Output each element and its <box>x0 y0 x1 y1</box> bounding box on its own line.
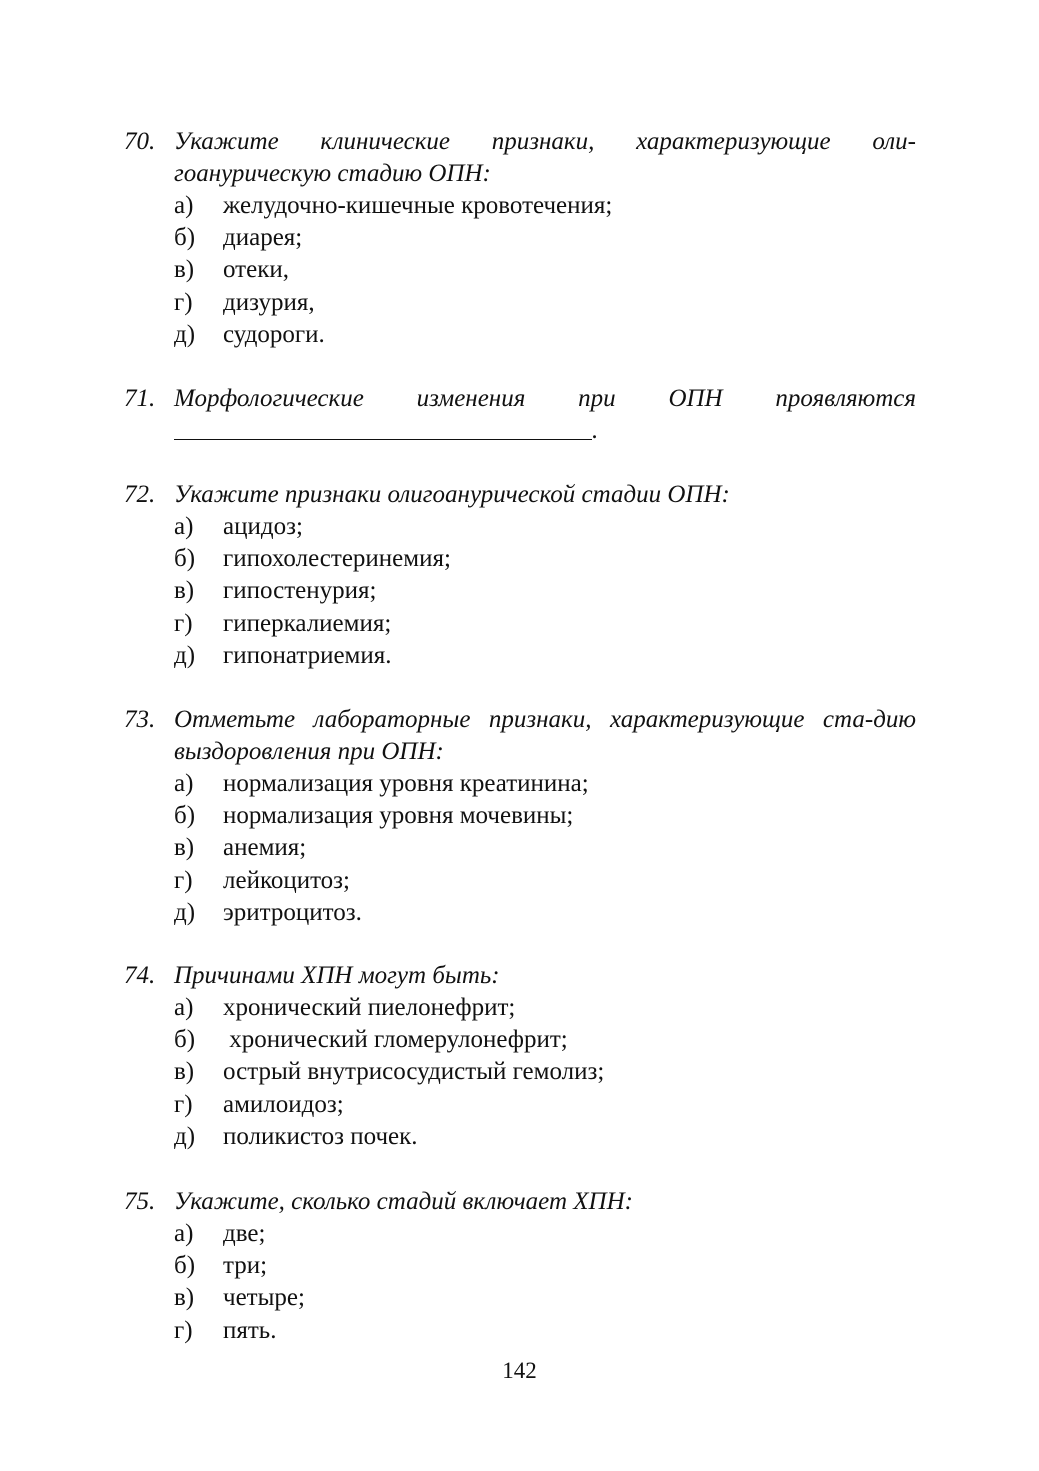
option-letter: б) <box>174 545 196 573</box>
option-letter: г) <box>174 609 193 637</box>
option-g <box>174 1089 916 1121</box>
option-text: анемия; <box>223 834 307 862</box>
option-text: острый внутрисосудистый гемолиз; <box>223 1058 605 1086</box>
option-g <box>174 608 916 640</box>
option-v <box>174 832 916 864</box>
option-text: желудочно-кишечные кровотечения; <box>223 192 613 219</box>
question-75 <box>124 1186 916 1347</box>
question-70 <box>124 126 916 351</box>
options-list <box>174 768 916 929</box>
answer-blank <box>174 415 916 447</box>
question-header <box>124 1186 916 1218</box>
option-letter: д) <box>174 320 196 348</box>
question-number: 74. <box>124 962 156 989</box>
question-73 <box>124 704 916 929</box>
option-letter: б) <box>174 1026 196 1054</box>
option-text: нормализация уровня мочевины; <box>223 802 574 830</box>
option-v <box>174 1056 916 1088</box>
option-text: нормализация уровня креатинина; <box>223 770 589 797</box>
option-text: дизурия, <box>223 288 315 316</box>
option-text: пять. <box>223 1316 277 1344</box>
option-letter: а) <box>174 513 194 540</box>
question-text: Укажите, сколько стадий включает ХПН: <box>174 1188 633 1215</box>
question-text: Отметьте лабораторные признаки, характеризующие ста-дию выздоровления при ОПН: <box>174 706 916 765</box>
option-text: гиперкалиемия; <box>223 609 392 637</box>
options-list <box>174 511 916 672</box>
option-letter: в) <box>174 1058 195 1086</box>
option-letter: б) <box>174 1252 196 1280</box>
option-letter: а) <box>174 1220 194 1247</box>
question-71 <box>124 383 916 447</box>
option-letter: д) <box>174 641 196 669</box>
option-text: гипонатриемия. <box>223 641 392 669</box>
options-list <box>174 992 916 1153</box>
question-text: Укажите клинические признаки, характеризующие оли-гоанурическую стадию ОПН: <box>174 128 916 187</box>
question-74 <box>124 960 916 1153</box>
option-b <box>174 222 916 254</box>
option-g <box>174 287 916 319</box>
option-text: хронический гломерулонефрит; <box>223 1026 568 1054</box>
option-a <box>174 511 916 543</box>
option-letter: в) <box>174 834 195 862</box>
option-text: поликистоз почек. <box>223 1122 418 1150</box>
question-number: 71. <box>124 385 156 412</box>
option-g <box>174 865 916 897</box>
option-text: амилоидоз; <box>223 1090 344 1118</box>
option-v <box>174 1282 916 1314</box>
question-72 <box>124 479 916 672</box>
option-d <box>174 897 916 929</box>
option-letter: в) <box>174 577 195 605</box>
option-letter: а) <box>174 994 194 1021</box>
option-v <box>174 575 916 607</box>
answer-blank-period: . <box>592 417 599 444</box>
option-text: отеки, <box>223 256 289 284</box>
question-text: Укажите признаки олигоанурической стадии ОПН: <box>174 481 730 508</box>
option-text: три; <box>223 1252 268 1280</box>
option-letter: б) <box>174 224 196 252</box>
question-number: 73. <box>124 706 156 733</box>
question-header <box>124 383 916 415</box>
option-b <box>174 1250 916 1282</box>
option-g <box>174 1315 916 1347</box>
option-letter: а) <box>174 770 194 797</box>
option-text: лейкоцитоз; <box>223 866 351 894</box>
option-text: эритроцитоз. <box>223 898 362 926</box>
option-text: судороги. <box>223 320 325 348</box>
option-letter: д) <box>174 1122 196 1150</box>
option-letter: в) <box>174 1284 195 1312</box>
option-letter: в) <box>174 256 195 284</box>
option-a <box>174 768 916 800</box>
option-v <box>174 254 916 286</box>
option-text: хронический пиелонефрит; <box>223 994 516 1021</box>
option-text: диарея; <box>223 224 303 252</box>
option-letter: а) <box>174 192 194 219</box>
option-letter: г) <box>174 1090 193 1118</box>
option-b <box>174 1024 916 1056</box>
option-text: гипохолестеринемия; <box>223 545 451 573</box>
answer-blank-rule <box>174 439 592 440</box>
option-text: четыре; <box>223 1284 305 1312</box>
option-letter: д) <box>174 898 196 926</box>
option-a <box>174 1218 916 1250</box>
option-letter: г) <box>174 866 193 894</box>
option-letter: г) <box>174 288 193 316</box>
option-a <box>174 190 916 222</box>
option-b <box>174 800 916 832</box>
option-text: ацидоз; <box>223 513 303 540</box>
options-list <box>174 1218 916 1347</box>
option-b <box>174 543 916 575</box>
option-d <box>174 640 916 672</box>
option-text: две; <box>223 1220 266 1247</box>
option-letter: б) <box>174 802 196 830</box>
option-a <box>174 992 916 1024</box>
question-header <box>124 960 916 992</box>
options-list <box>174 190 916 351</box>
page-number: 142 <box>502 1358 537 1383</box>
question-header <box>124 704 916 768</box>
question-number: 75. <box>124 1188 156 1215</box>
question-number: 70. <box>124 128 156 155</box>
question-header <box>124 126 916 190</box>
option-d <box>174 319 916 351</box>
option-d <box>174 1121 916 1153</box>
option-letter: г) <box>174 1316 193 1344</box>
question-header <box>124 479 916 511</box>
question-text: Причинами ХПН могут быть: <box>174 962 500 989</box>
question-number: 72. <box>124 481 156 508</box>
question-text: Морфологические изменения при ОПН проявляются <box>174 385 916 412</box>
option-text: гипостенурия; <box>223 577 377 605</box>
